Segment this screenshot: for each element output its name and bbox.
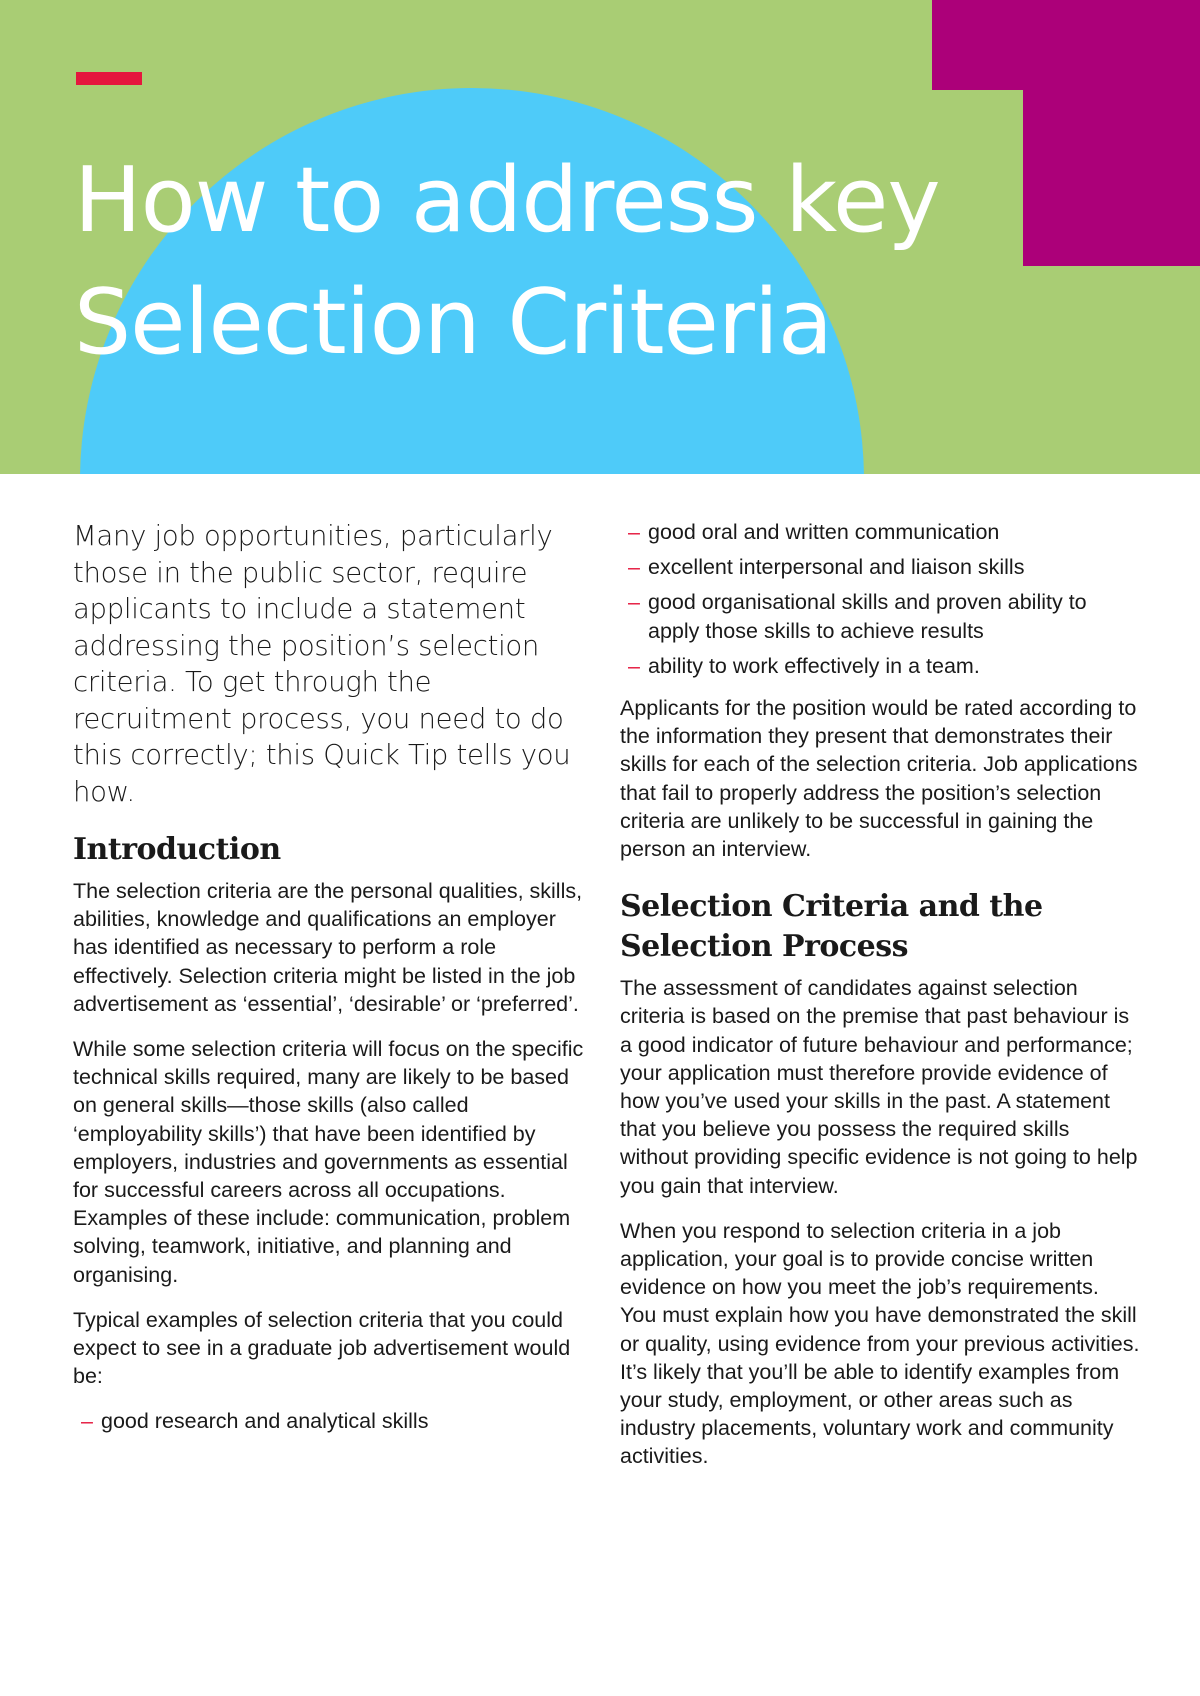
body-paragraph-2: While some selection criteria will focus on the specific technical skills required, many are likely to be based on general skills—those skills (also called ‘employability skills’) that have been identified by employers, industries and governments as essential for successful careers across all occupations. Examples of these include: communication, problem solving, teamwork, initiative, and planning and organising. [73, 1037, 584, 1287]
body-paragraph-1: The selection criteria are the personal qualities, skills, abilities, knowledge and qualifications an employer has identified as necessary to perform a role effectively. Selection criteria might be listed in the job advertisement as ‘essential’, ‘desirable’ or ‘preferred’. [73, 879, 583, 1016]
dash-bullet-icon: – [628, 653, 640, 678]
criteria-list-left [73, 1407, 593, 1435]
selection-process-heading: Selection Criteria and the Selection Process [620, 889, 1043, 965]
list-item [620, 553, 1140, 581]
page-title-line-1: How to address key [74, 148, 940, 253]
list-item-text: ability to work effectively in a team. [648, 653, 980, 678]
hero-accent-bar [76, 72, 142, 85]
list-item [73, 1407, 593, 1435]
left-column [73, 518, 593, 1450]
list-item-text: excellent interpersonal and liaison skills [648, 555, 1025, 580]
list-item-text: good research and analytical skills [101, 1409, 429, 1434]
criteria-list-right [620, 518, 1140, 680]
hero-magenta-shape-side [1023, 0, 1200, 266]
body-paragraph-3: Typical examples of selection criteria that you could expect to see in a graduate job advertisement would be: [73, 1307, 571, 1389]
body-paragraph-4: Applicants for the position would be rated according to the information they present that demonstrates their skills for each of the selection criteria. Job applications that fail to properly address the position’s selection criteria are unlikely to be successful in gaining the person an interview. [620, 696, 1138, 862]
hero-banner [0, 0, 1200, 474]
right-column [620, 518, 1140, 1488]
page-title-line-2: Selection Criteria [74, 270, 833, 375]
list-item [620, 518, 1140, 546]
list-item [620, 652, 1140, 680]
list-item-text: good oral and written communication [648, 520, 1000, 544]
dash-bullet-icon: – [81, 1409, 93, 1434]
body-paragraph-6: When you respond to selection criteria in a job application, your goal is to provide concise written evidence on how you meet the job’s requirements. You must explain how you have demonstrated the skill or quality, using evidence from your previous activities. It’s likely that you’ll be able to identify examples from your study, employment, or other areas such as industry placements, voluntary work and community activities. [620, 1218, 1140, 1469]
list-item [620, 588, 1140, 644]
dash-bullet-icon: – [628, 555, 640, 580]
page-title [74, 140, 940, 384]
body-paragraph-5: The assessment of candidates against selection criteria is based on the premise that past behaviour is a good indicator of future behaviour and performance; your application must therefore provide evidence of how you’ve used your skills in the past. A statement that you believe you possess the required skills without providing specific evidence is not going to help you gain that interview. [620, 976, 1138, 1198]
intro-paragraph: Many job opportunities, particularly those in the public sector, require applicants to include a statement addressing the position’s selection criteria. To get through the recruitment process, you need to do this correctly; this Quick Tip tells you how. [73, 520, 571, 808]
introduction-heading: Introduction [73, 832, 281, 867]
dash-bullet-icon: – [628, 520, 640, 544]
dash-bullet-icon: – [628, 590, 640, 615]
list-item-text: good organisational skills and proven ability to apply those skills to achieve results [648, 590, 1087, 643]
